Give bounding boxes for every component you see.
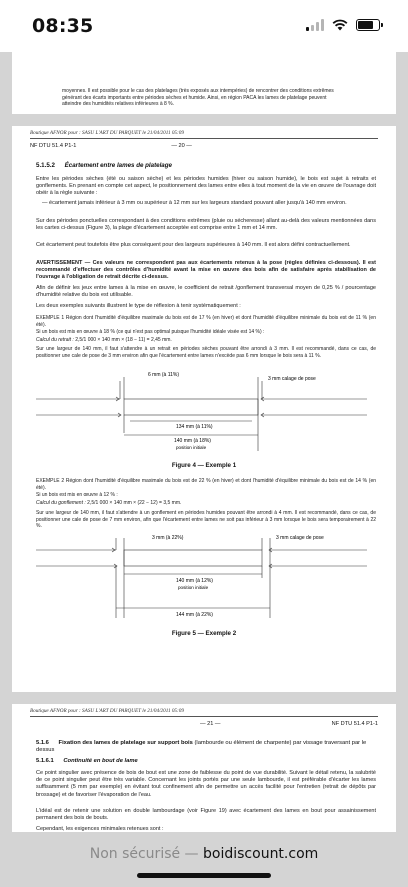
example-2-text: Si un bois est mis en œuvre à 12 % : (36, 492, 118, 498)
document-page-21 (12, 704, 396, 832)
section-heading: Continuité en bout de lame (63, 758, 138, 764)
document-page-19 (12, 52, 396, 114)
section-heading-rest: (lambourde ou élément de charpente) par vissage traversant par le dessus (36, 740, 367, 753)
fig4-dim-140: 140 mm (à 18%) (174, 438, 211, 444)
example-2-calc (36, 500, 376, 507)
fig5-dim-140: 140 mm (à 12%) (176, 578, 213, 584)
paragraph: Entre les périodes sèches (été ou saison sèche) et les périodes humides (hiver ou saison humide), le bois est sujet à retraits et gonflements. En prenant en compte cet aspect, le positionnement des lames entre elles à tout moment de la vie en œuvre de l'ouvrage doit obéir à la règle suivante : (36, 176, 376, 197)
paragraph: Ce point singulier avec présence de bois de bout est une zone de faiblesse du point de vue durabilité. Suivant le détail retenu, la salubrité de ce point singulier peut être très variable. Concernant les joints portés par une seule lambourde, il est préférable d'écarter les lames suffisamment (5 mm par exemple) en évitant tout confinement afin de permettre un accès facilité pour l'entretien (retrait de dépôts par brossage) et de favoriser l'évaporation de l'eau. (36, 770, 376, 798)
boutique-header: Boutique AFNOR pour : SASU L'ART DU PARQUET le 21/04/2011 05:09 (30, 708, 184, 714)
example-1-explanation: Sur une largeur de 140 mm, il faut s'attendre à un retrait en périodes sèches pouvant être arrondi à 3 mm. Il est recommandé, dans ce cas, de positionner une cale de pose de 3 mm environ afin que l'écartement entre lames n'excède pas 6 mm lorsque le bois sera à 11 %. (36, 346, 376, 359)
fig4-dim-134: 134 mm (à 11%) (176, 424, 213, 430)
domain-label: boidiscount.com (203, 846, 319, 862)
header-rule (30, 138, 378, 139)
browser-address-bar[interactable] (0, 832, 408, 887)
cellular-signal-icon (306, 19, 324, 31)
status-time: 08:35 (32, 15, 94, 37)
paragraph: L'idéal est de retenir une solution en double lambourdage (voir Figure 19) avec écartement des lames en bout pour assainissement permanent des bois de bouts. (36, 808, 376, 822)
section-heading: Écartement entre lames de platelage (64, 162, 172, 169)
section-number: 5.1.6 (36, 740, 49, 746)
section-number: 5.1.5.2 (36, 162, 55, 169)
fig4-initial-position: position initiale (176, 445, 207, 450)
home-indicator[interactable] (137, 873, 271, 878)
document-viewer[interactable] (0, 52, 408, 832)
figure-5-caption: Figure 5 — Exemple 2 (171, 630, 237, 637)
fig5-dim-144: 144 mm (à 22%) (176, 612, 213, 618)
status-bar (0, 0, 408, 52)
page-header (30, 143, 378, 149)
page-number: — 21 — (200, 721, 221, 727)
section-title (36, 740, 376, 754)
fig5-gap-label: 3 mm (à 22%) (152, 535, 184, 541)
battery-icon (356, 19, 380, 31)
doc-reference: NF DTU 51.4 P1-1 (331, 721, 378, 727)
calc-formula: 2,5/1 000 × 140 mm × (22 − 12) = 3,5 mm. (87, 500, 182, 506)
paragraph: Cet écartement peut toutefois être plus conséquent pour des largeurs supérieures à 140 mm. Il est alors défini contractuellement. (36, 242, 351, 248)
example-2-intro: EXEMPLE 2 Région dont l'humidité d'équilibre maximale du bois est de 22 % (en hiver) et dont l'humidité d'équilibre minimale du bois est de 14 % (en été). (36, 478, 376, 491)
paragraph: Cependant, les exigences minimales retenues sont : (36, 826, 164, 832)
page-text (62, 88, 378, 108)
paragraph: Les deux exemples suivants illustrent le type de réflexion à tenir systématiquement : (36, 303, 241, 309)
example-1-text: Si un bois est mis en œuvre à 18 % (ce qui n'est pas optimal puisque l'humidité idéale visée est 14 %) : (36, 329, 265, 335)
subsection-title (36, 758, 376, 764)
calc-label: Calcul du gonflement : (36, 500, 86, 506)
page-number: — 20 — (171, 143, 192, 149)
document-page-20 (12, 126, 396, 692)
warning-paragraph: AVERTISSEMENT — Ces valeurs ne correspondent pas aux écartements retenus à la pose (règles définies ci-dessous). Il est recommandé d'effectuer des contrôles d'humidité avant la mise en œuvre des bois afin de satisfaire après stabilisation de l'ouvrage à l'obligation de retrait décrite ci-dessus. (36, 260, 376, 281)
status-icons (306, 19, 380, 31)
figure-4-diagram (12, 371, 396, 453)
text-line: moyennes. Il est possible pour le cas des platelages (très exposés aux intempéries) de rencontrer des conditions extrêmes (62, 88, 334, 94)
text-line: générant des écarts importants entre périodes sèches et humide. Ainsi, en région PACA les lames de platelage peuvent (62, 94, 327, 101)
header-rule (30, 716, 378, 717)
page-header (30, 721, 378, 727)
text-line: atteindre des humidités relatives inférieures à 8 %. (62, 101, 175, 107)
example-1-calc (36, 337, 376, 344)
bullet-item: — écartement jamais inférieur à 3 mm ou supérieur à 12 mm sur les largeurs standard pouvant aller jusqu'à 140 mm environ. (42, 200, 347, 206)
not-secure-label: Non sécurisé — (89, 846, 199, 862)
paragraph: Afin de définir les jeux entre lames à la mise en œuvre, le coefficient de retrait /gonflement transversal moyen de 0,25 % / pourcentage d'humidité relative du bois est utilisable. (36, 285, 376, 299)
example-2-explanation: Sur une largeur de 140 mm, il faut s'attendre à un gonflement en périodes humides pouvant être arrondi à 4 mm. Il est recommandé, dans ce cas, de positionner une cale de pose de 7 mm environ, afin que l'écartement entre lames ne soit pas inférieur à 3 mm lorsque le bois sera temporairement à 22 %. (36, 510, 376, 529)
url-display[interactable] (0, 846, 408, 862)
doc-reference: NF DTU 51.4 P1-1 (30, 143, 77, 149)
fig5-shim-label: 3 mm calage de pose (276, 535, 324, 541)
battery-fill (358, 21, 373, 29)
calc-formula: 2,5/1 000 × 140 mm × (18 − 11) = 2,45 mm. (75, 337, 172, 343)
calc-label: Calcul du retrait : (36, 337, 74, 343)
section-title (36, 162, 376, 169)
section-heading: Fixation des lames de platelage sur support bois (58, 740, 193, 746)
wifi-icon (332, 19, 348, 31)
example-1-intro: EXEMPLE 1 Région dont l'humidité d'équilibre maximale du bois est de 17 % (en hiver) et dont l'humidité d'équilibre minimale du bois est de 11 % (en été). (36, 315, 376, 328)
section-number: 5.1.6.1 (36, 758, 54, 764)
fig5-initial-position: position initiale (178, 585, 209, 590)
fig4-shim-label: 3 mm calage de pose (268, 376, 316, 382)
figure-5-diagram (12, 534, 396, 620)
fig4-gap-label: 6 mm (à 11%) (148, 372, 180, 378)
figure-4-caption: Figure 4 — Exemple 1 (171, 462, 237, 469)
paragraph: Sur des périodes ponctuelles correspondant à des conditions extrêmes (pluie ou sécheresse) allant au-delà des valeurs mentionnées dans les cartes ci-dessus (Figure 3), la plage d'écartement acceptée est comprise entre 1 mm et 14 mm. (36, 218, 376, 232)
boutique-header: Boutique AFNOR pour : SASU L'ART DU PARQUET le 21/04/2011 05:09 (30, 130, 184, 136)
